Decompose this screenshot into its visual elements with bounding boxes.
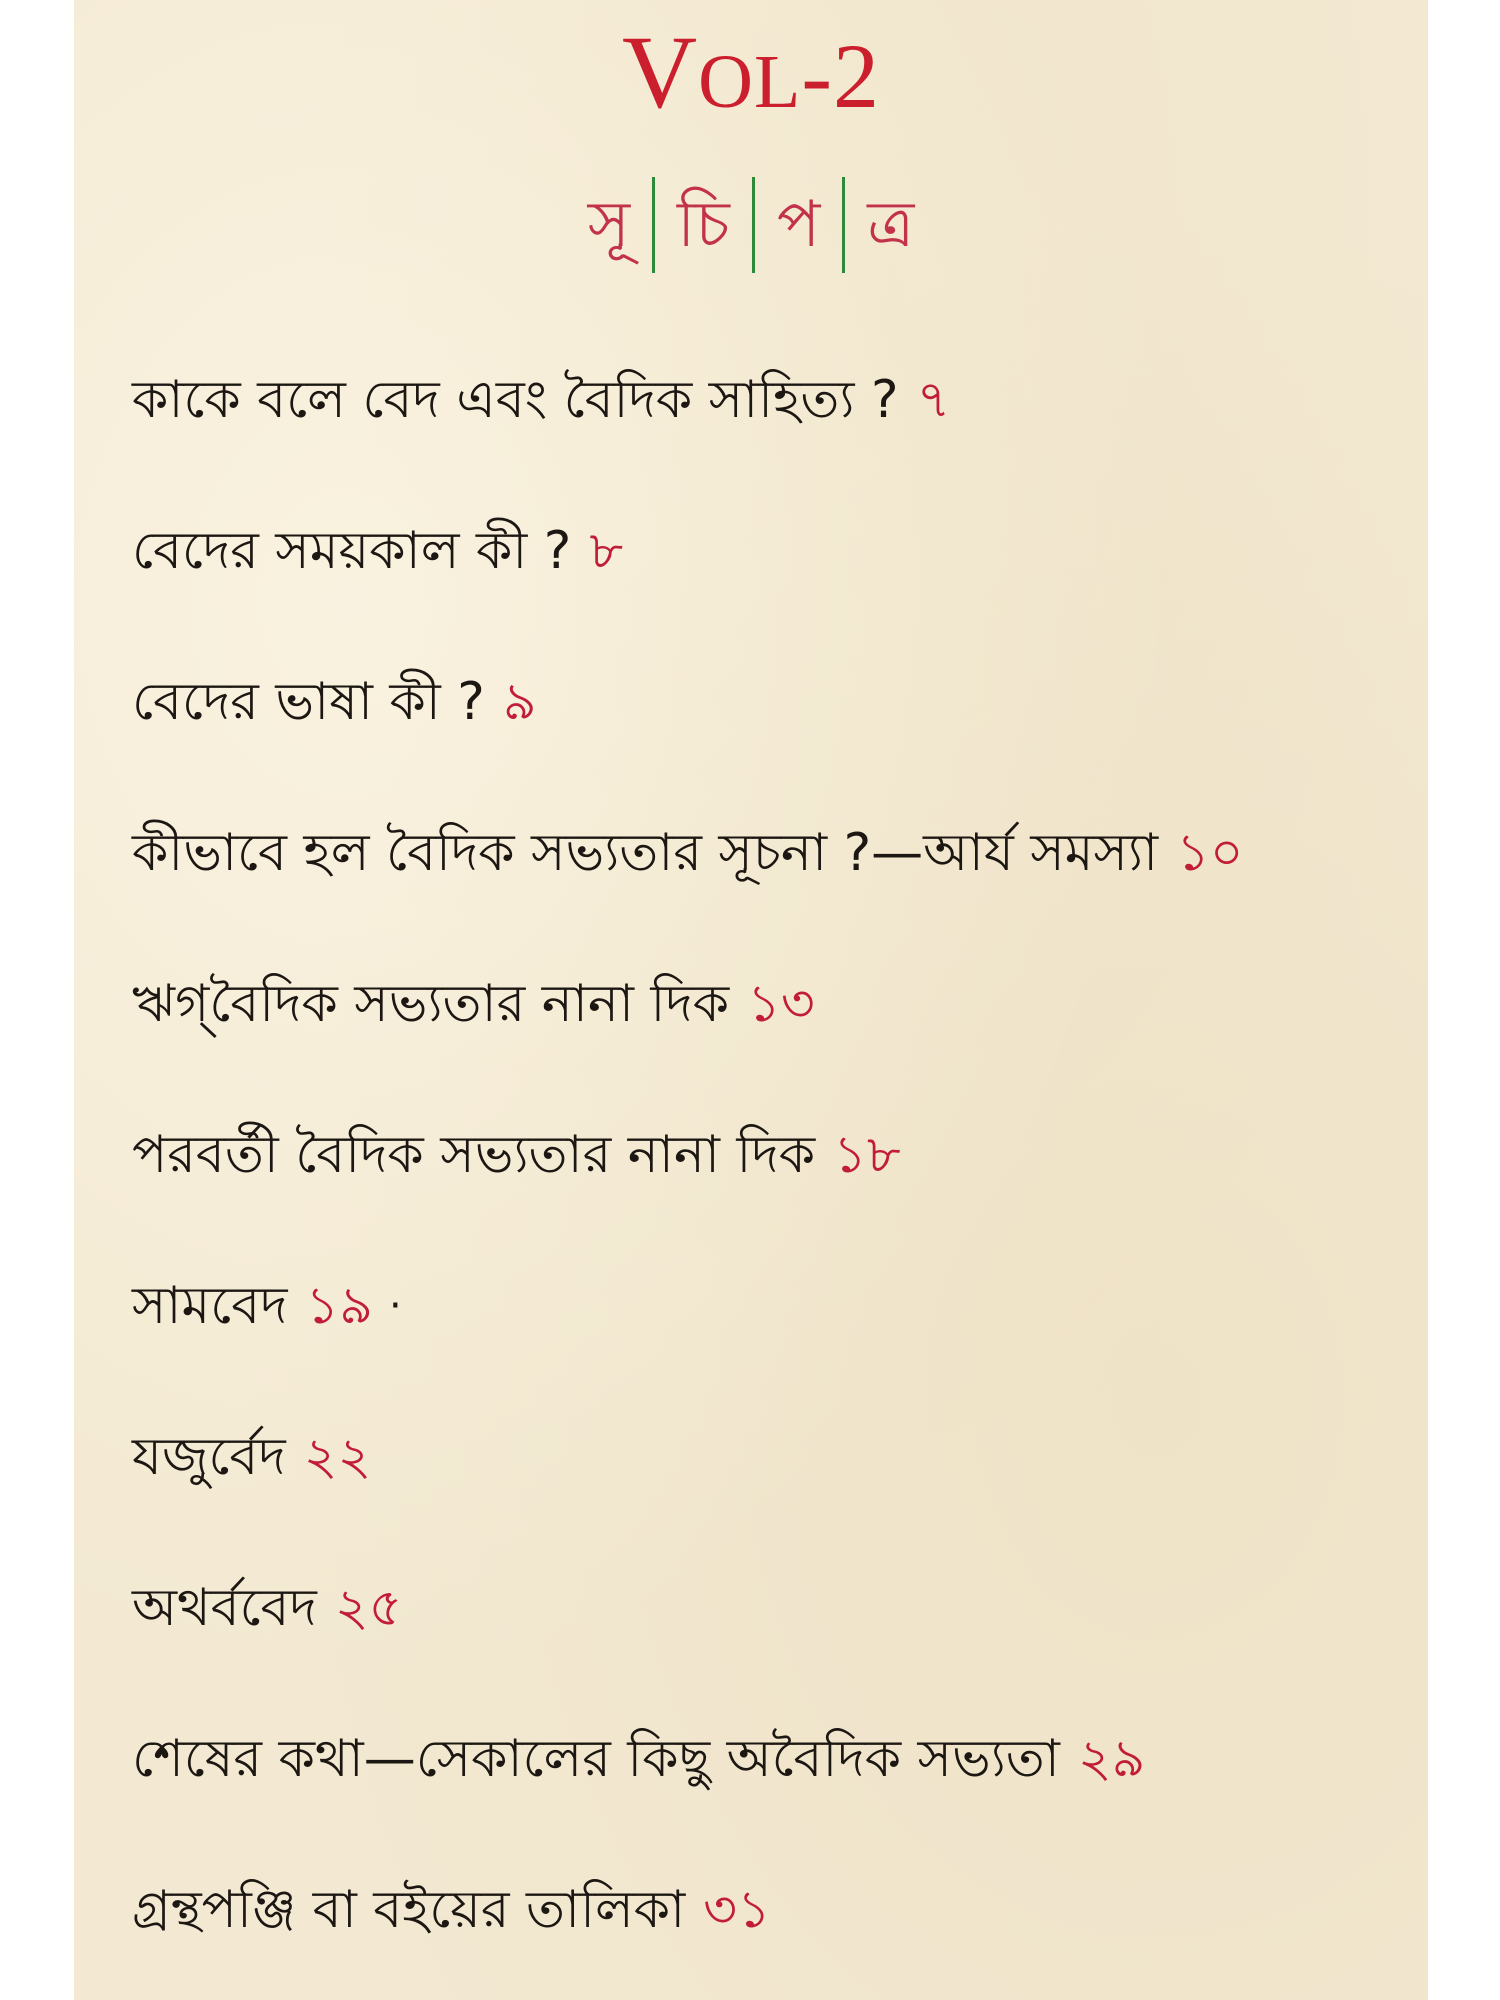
toc-entry-page: ১৮	[833, 1125, 901, 1185]
toc-entry	[132, 1563, 1408, 1714]
toc-entry	[132, 506, 1408, 657]
toc-entry	[132, 1110, 1408, 1261]
toc-entry-title: বেদের সময়কাল কী ?	[132, 521, 572, 581]
toc-entry	[132, 1865, 1408, 2000]
toc-entry-title: অথর্ববেদ	[132, 1578, 317, 1638]
toc-entry	[132, 1714, 1408, 1865]
toc-entry	[132, 1261, 1408, 1412]
toc-entry	[132, 808, 1408, 959]
toc-entry	[132, 959, 1408, 1110]
toc-entry-page: ১০	[1176, 823, 1244, 883]
toc-entry-title: কাকে বলে বেদ এবং বৈদিক সাহিত্য ?	[132, 370, 899, 430]
toc-entry-title: বেদের ভাষা কী ?	[132, 672, 485, 732]
contents-heading	[74, 170, 1428, 280]
toc-entry-page: ৩১	[703, 1880, 771, 1940]
toc-entry	[132, 1412, 1408, 1563]
volume-title-rest: OL	[698, 40, 802, 124]
book-page	[74, 0, 1428, 2000]
heading-syllable: ত্র	[867, 188, 915, 262]
toc-entry-page: ৯	[502, 672, 537, 732]
toc-entry-page: ১৩	[747, 974, 815, 1034]
toc-entry-title: গ্রন্থপঞ্জি বা বইয়ের তালিকা	[132, 1880, 686, 1940]
toc-entry-title: কীভাবে হল বৈদিক সভ্যতার সূচনা ?—আর্য সমস্যা	[132, 823, 1159, 883]
toc-entry-title: যজুর্বেদ	[132, 1427, 286, 1487]
toc-entry-page: ৭	[916, 370, 951, 430]
toc-entry-title: শেষের কথা—সেকালের কিছু অবৈদিক সভ্যতা	[132, 1729, 1060, 1789]
heading-syllable: চি	[676, 188, 730, 262]
stray-dot-mark: ·	[388, 1283, 402, 1329]
toc-entry	[132, 657, 1408, 808]
toc-entry-title: সামবেদ	[132, 1276, 288, 1336]
table-of-contents	[132, 355, 1408, 2000]
volume-title-initial: V	[621, 15, 699, 130]
heading-syllable: সূ	[587, 188, 630, 262]
toc-entry	[132, 355, 1408, 506]
toc-entry-page: ২২	[303, 1427, 372, 1487]
toc-entry-title: পরবর্তী বৈদিক সভ্যতার নানা দিক	[132, 1125, 816, 1185]
toc-entry-page: ২৯	[1077, 1729, 1146, 1789]
toc-entry-page: ৮	[589, 521, 624, 581]
heading-syllable: প	[776, 188, 821, 262]
volume-title-suffix: -2	[801, 25, 881, 127]
toc-entry-page: ২৫	[334, 1578, 403, 1638]
volume-title	[74, 15, 1428, 137]
toc-entry-title: ঋগ্‌বৈদিক সভ্যতার নানা দিক	[132, 974, 730, 1034]
toc-entry-page: ১৯	[305, 1276, 373, 1336]
